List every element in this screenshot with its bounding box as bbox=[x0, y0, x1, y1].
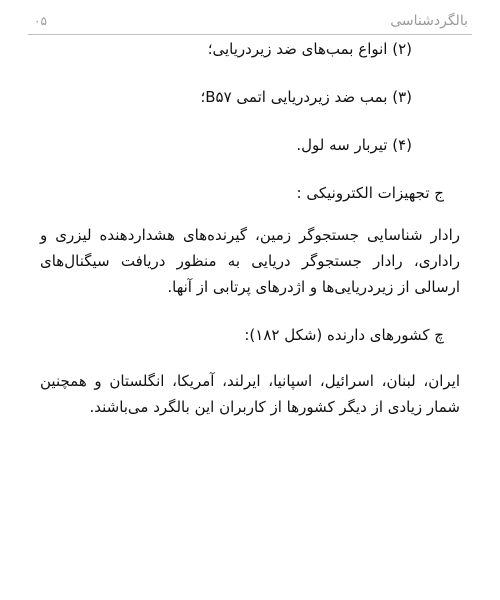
paragraph-electronics: رادار شناسایی جستجوگر زمین، گیرنده‌های هشداردهنده لیزری و راداری، رادار جستجوگر دریایی به منظور دریافت سیگنال‌های ارسالی از زیردریایی‌ها و اژدرهای پرتابی از آنها. bbox=[40, 226, 460, 296]
page-header bbox=[28, 8, 472, 35]
section-heading-countries: چ کشورهای دارنده (شکل ۱۸۲): bbox=[244, 326, 444, 344]
running-title: بالگردشناسی bbox=[390, 13, 468, 29]
list-item: (۳) بمب ضد زیردریایی اتمی B۵۷؛ bbox=[200, 88, 412, 106]
page-number: ۰۵ bbox=[34, 14, 47, 28]
paragraph-countries: ایران، لبنان، اسرائیل، اسپانیا، ایرلند، آمریکا، انگلستان و همچنین شمار زیادی از دیگر کشورها از کاربران این بالگرد می‌باشند. bbox=[40, 372, 460, 416]
list-item: (۲) انواع بمب‌های ضد زیردریایی؛ bbox=[207, 40, 412, 58]
page-body bbox=[40, 36, 460, 420]
section-heading-electronics: ج تجهیزات الکترونیکی : bbox=[296, 184, 444, 202]
list-item: (۴) تیربار سه لول. bbox=[296, 136, 412, 154]
